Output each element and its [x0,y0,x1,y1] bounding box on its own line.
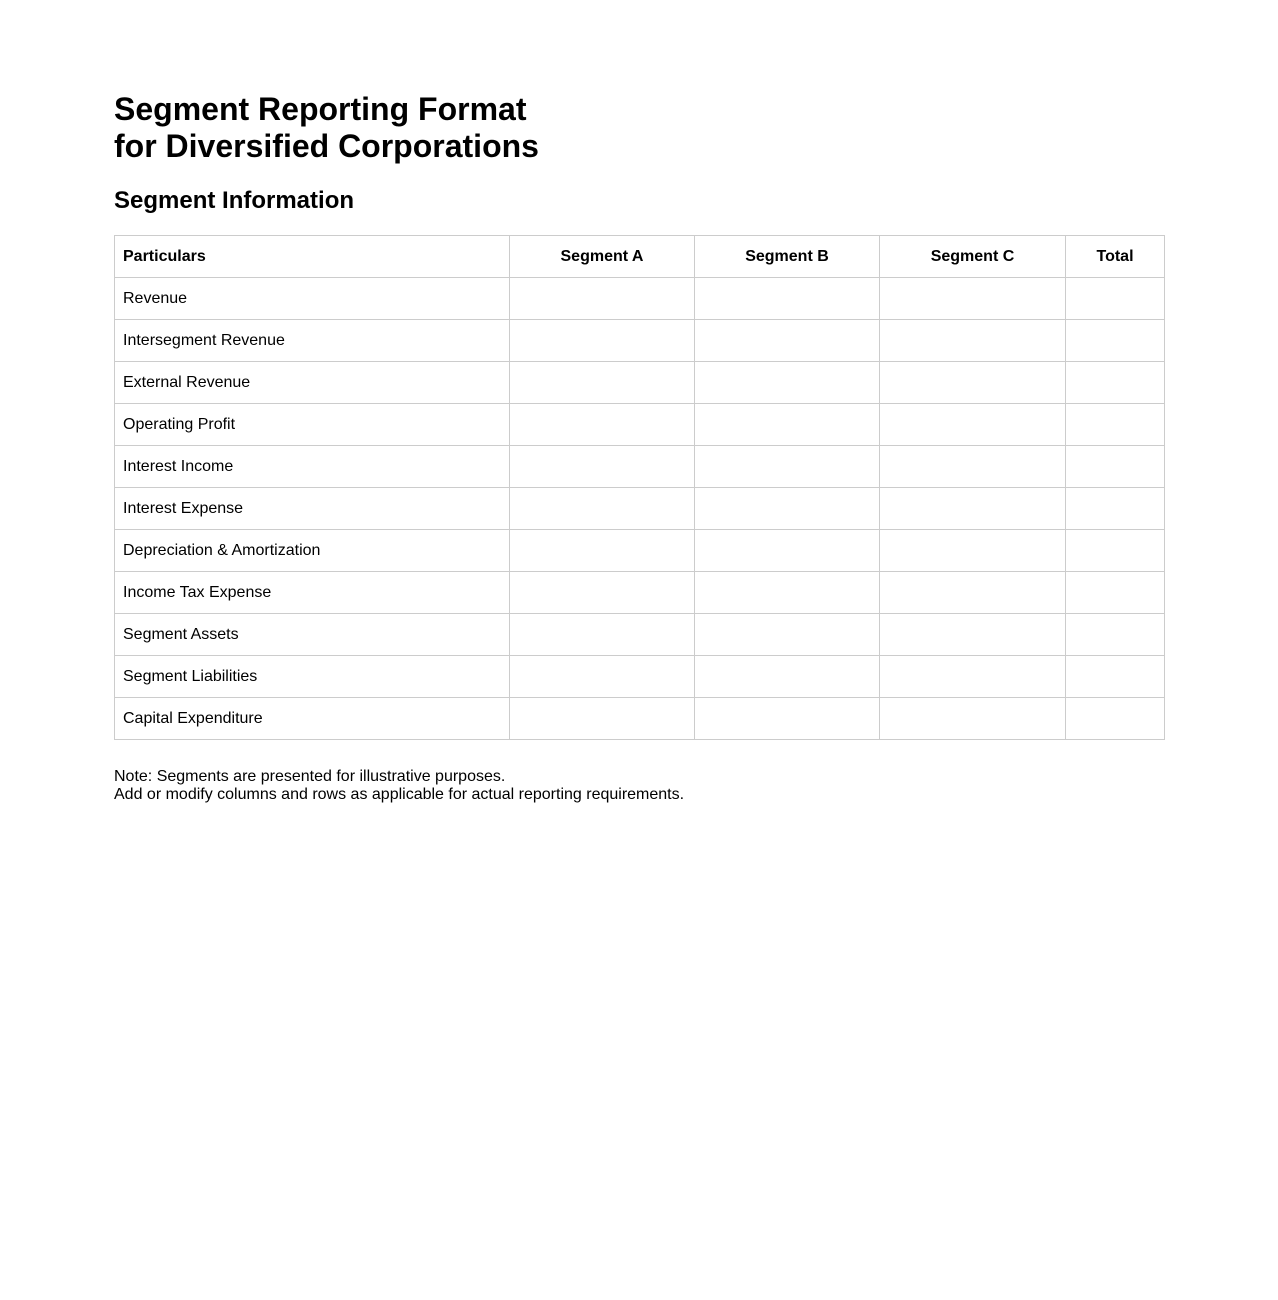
row-label: Capital Expenditure [115,698,510,740]
segment-b-cell[interactable] [695,698,880,740]
table-row [115,404,1165,446]
segment-table [114,235,1165,740]
total-cell[interactable] [1066,362,1165,404]
row-label: Intersegment Revenue [115,320,510,362]
table-row [115,320,1165,362]
table-header-row [115,236,1165,278]
segment-c-cell[interactable] [880,362,1066,404]
segment-a-cell[interactable] [510,362,695,404]
header-segment-c: Segment C [880,236,1066,278]
row-label: Interest Expense [115,488,510,530]
segment-c-cell[interactable] [880,656,1066,698]
table-row [115,362,1165,404]
table-row [115,698,1165,740]
row-label: Segment Liabilities [115,656,510,698]
segment-c-cell[interactable] [880,488,1066,530]
segment-b-cell[interactable] [695,404,880,446]
table-row [115,656,1165,698]
segment-a-cell[interactable] [510,488,695,530]
segment-b-cell[interactable] [695,446,880,488]
segment-a-cell[interactable] [510,278,695,320]
table-row [115,446,1165,488]
segment-a-cell[interactable] [510,446,695,488]
table-row [115,530,1165,572]
section-title: Segment Information [114,187,355,214]
total-cell[interactable] [1066,488,1165,530]
row-label: Segment Assets [115,614,510,656]
segment-b-cell[interactable] [695,614,880,656]
segment-b-cell[interactable] [695,656,880,698]
total-cell[interactable] [1066,446,1165,488]
total-cell[interactable] [1066,698,1165,740]
row-label: Operating Profit [115,404,510,446]
page-title [114,91,1164,165]
segment-b-cell[interactable] [695,530,880,572]
total-cell[interactable] [1066,572,1165,614]
segment-c-cell[interactable] [880,614,1066,656]
total-cell[interactable] [1066,278,1165,320]
segment-a-cell[interactable] [510,614,695,656]
segment-c-cell[interactable] [880,572,1066,614]
row-label: Income Tax Expense [115,572,510,614]
row-label: Revenue [115,278,510,320]
segment-c-cell[interactable] [880,446,1066,488]
segment-c-cell[interactable] [880,698,1066,740]
segment-b-cell[interactable] [695,278,880,320]
footnote [114,768,1164,804]
footnote-line-2: Add or modify columns and rows as applicable for actual reporting requirements. [114,786,685,803]
page-title-line-2: for Diversified Corporations [114,128,539,164]
header-segment-a: Segment A [510,236,695,278]
header-particulars: Particulars [115,236,510,278]
segment-c-cell[interactable] [880,278,1066,320]
header-segment-b: Segment B [695,236,880,278]
table-body [115,278,1165,740]
header-total: Total [1066,236,1165,278]
row-label: Depreciation & Amortization [115,530,510,572]
page-title-line-1: Segment Reporting Format [114,91,527,127]
footnote-line-1: Note: Segments are presented for illustrative purposes. [114,768,506,785]
table-row [115,278,1165,320]
segment-a-cell[interactable] [510,572,695,614]
table-row [115,488,1165,530]
segment-c-cell[interactable] [880,404,1066,446]
segment-b-cell[interactable] [695,572,880,614]
total-cell[interactable] [1066,614,1165,656]
total-cell[interactable] [1066,320,1165,362]
segment-b-cell[interactable] [695,488,880,530]
segment-b-cell[interactable] [695,362,880,404]
segment-a-cell[interactable] [510,320,695,362]
segment-a-cell[interactable] [510,656,695,698]
table-row [115,572,1165,614]
segment-b-cell[interactable] [695,320,880,362]
segment-a-cell[interactable] [510,530,695,572]
row-label: External Revenue [115,362,510,404]
segment-c-cell[interactable] [880,320,1066,362]
segment-a-cell[interactable] [510,404,695,446]
segment-c-cell[interactable] [880,530,1066,572]
total-cell[interactable] [1066,404,1165,446]
row-label: Interest Income [115,446,510,488]
total-cell[interactable] [1066,656,1165,698]
total-cell[interactable] [1066,530,1165,572]
segment-a-cell[interactable] [510,698,695,740]
table-row [115,614,1165,656]
